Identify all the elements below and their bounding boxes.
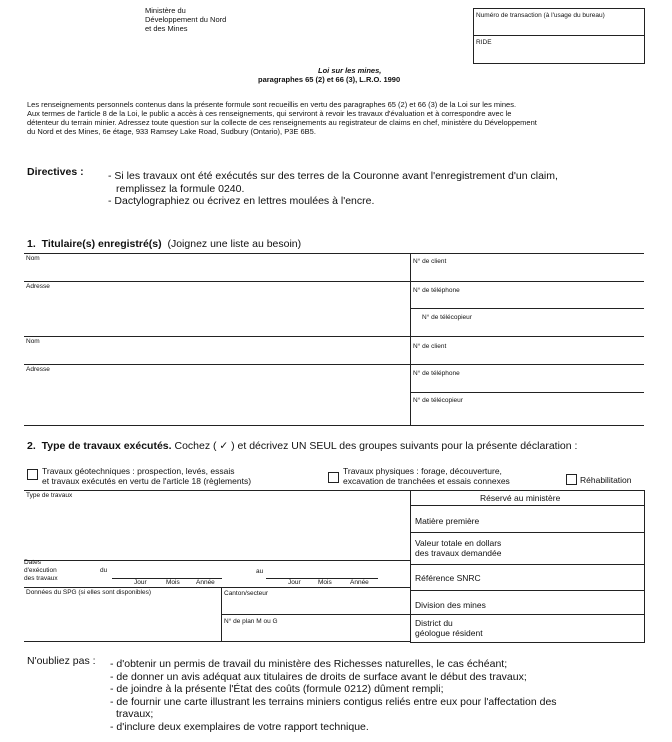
date-from-label: du xyxy=(100,567,108,574)
rehabilitation-checkbox[interactable] xyxy=(566,474,577,485)
work-type-label: Type de travaux xyxy=(26,492,73,499)
holder2-fax-label: N° de télécopieur xyxy=(413,397,463,404)
directives-list: - Si les travaux ont été exécutés sur des terres de la Couronne avant l'enregistrement d'un claim, remplissez la formule 0240. - Dactylographiez ou écrivez en lettres moulées à l'encre. xyxy=(108,170,558,207)
dates-label: Dates d'exécution des travaux xyxy=(24,559,58,582)
reminders-list: - d'obtenir un permis de travail du ministère des Richesses naturelles, le cas échéant; - de donner un avis adéquat aux titulaires de droits de surface avant le début des travaux; - de joindre à la présente l'État des coûts (formule 0212) dûment rempli; - de fournir une carte illustrant les terrains miniers contigus reliés entre eux pour l'affectation des travaux; - d'inclure deux exemplaires de votre rapport technique. xyxy=(110,658,557,733)
option-rehabilitation-label: Réhabilitation xyxy=(580,475,632,485)
holder1-address-label: Adresse xyxy=(26,283,50,290)
directives-label: Directives : xyxy=(27,166,84,178)
snrc-label: Référence SNRC xyxy=(415,573,481,583)
section2-heading: 2. Type de travaux exécutés. Cochez ( ✓ ) et décrivez UN SEUL des groupes suivants pour la présente déclaration : xyxy=(27,440,578,452)
holder1-name-label: Nom xyxy=(26,255,40,262)
from-month-label: Mois xyxy=(166,579,180,586)
option-physical-label: Travaux physiques : forage, découverture, excavation de tranchées et essais connexes xyxy=(343,466,510,486)
geotechnical-checkbox[interactable] xyxy=(27,469,38,480)
reserved-title: Réservé au ministère xyxy=(480,493,561,503)
holder2-client-label: N° de client xyxy=(413,343,447,350)
ministry-name: Ministère du Développement du Nord et des Mines xyxy=(145,6,227,33)
from-year-label: Année xyxy=(196,579,215,586)
section1-heading: 1. Titulaire(s) enregistré(s) (Joignez une liste au besoin) xyxy=(27,238,302,250)
holder1-fax-label: N° de télécopieur xyxy=(422,314,472,321)
holder1-phone-label: N° de téléphone xyxy=(413,287,460,294)
to-month-label: Mois xyxy=(318,579,332,586)
township-label: Canton/secteur xyxy=(224,590,269,597)
matter-label: Matière première xyxy=(415,516,480,526)
from-day-label: Jour xyxy=(134,579,147,586)
transaction-label: Numéro de transaction (à l'usage du bureau) xyxy=(476,12,605,19)
gps-label: Données du SPG (si elles sont disponibles) xyxy=(26,589,152,596)
holder2-name-label: Nom xyxy=(26,338,40,345)
law-paragraphs: paragraphes 65 (2) et 66 (3), L.R.O. 1990 xyxy=(258,75,401,84)
date-to-label: au xyxy=(256,568,264,575)
to-year-label: Année xyxy=(350,579,369,586)
value-label: Valeur totale en dollars des travaux demandée xyxy=(415,538,502,558)
holder2-phone-label: N° de téléphone xyxy=(413,370,460,377)
district-label: District du géologue résident xyxy=(415,618,483,638)
plan-label: N° de plan M ou G xyxy=(224,618,278,625)
division-label: Division des mines xyxy=(415,600,486,610)
privacy-notice: Les renseignements personnels contenus dans la présente formule sont recueillis en vertu des paragraphes 65 (2) et 66 (3) de la Loi sur les mines. Aux termes de l'article 8 de la Loi, le public a accès à ces renseignements, qui serviront à revoir les travaux d'évaluation et à correspondre avec le détenteur du terrain minier. Adressez toute question sur la collecte de ces renseignements au registrateur de claims en chef, ministère du Développement du Nord et des Mines, 6e étage, 933 Ramsey Lake Road, Sudbury (Ontario), P3E 6B5. xyxy=(27,100,537,136)
law-title: Loi sur les mines, xyxy=(318,66,382,75)
holder1-client-label: N° de client xyxy=(413,258,447,265)
reminders-label: N'oubliez pas : xyxy=(27,655,96,667)
to-day-label: Jour xyxy=(288,579,301,586)
holder2-address-label: Adresse xyxy=(26,366,50,373)
option-geotechnical-label: Travaux géotechniques : prospection, levés, essais et travaux exécutés en vertu de l'article 18 (règlements) xyxy=(42,466,252,486)
physical-works-checkbox[interactable] xyxy=(328,472,339,483)
ride-label: RIDE xyxy=(476,39,492,46)
